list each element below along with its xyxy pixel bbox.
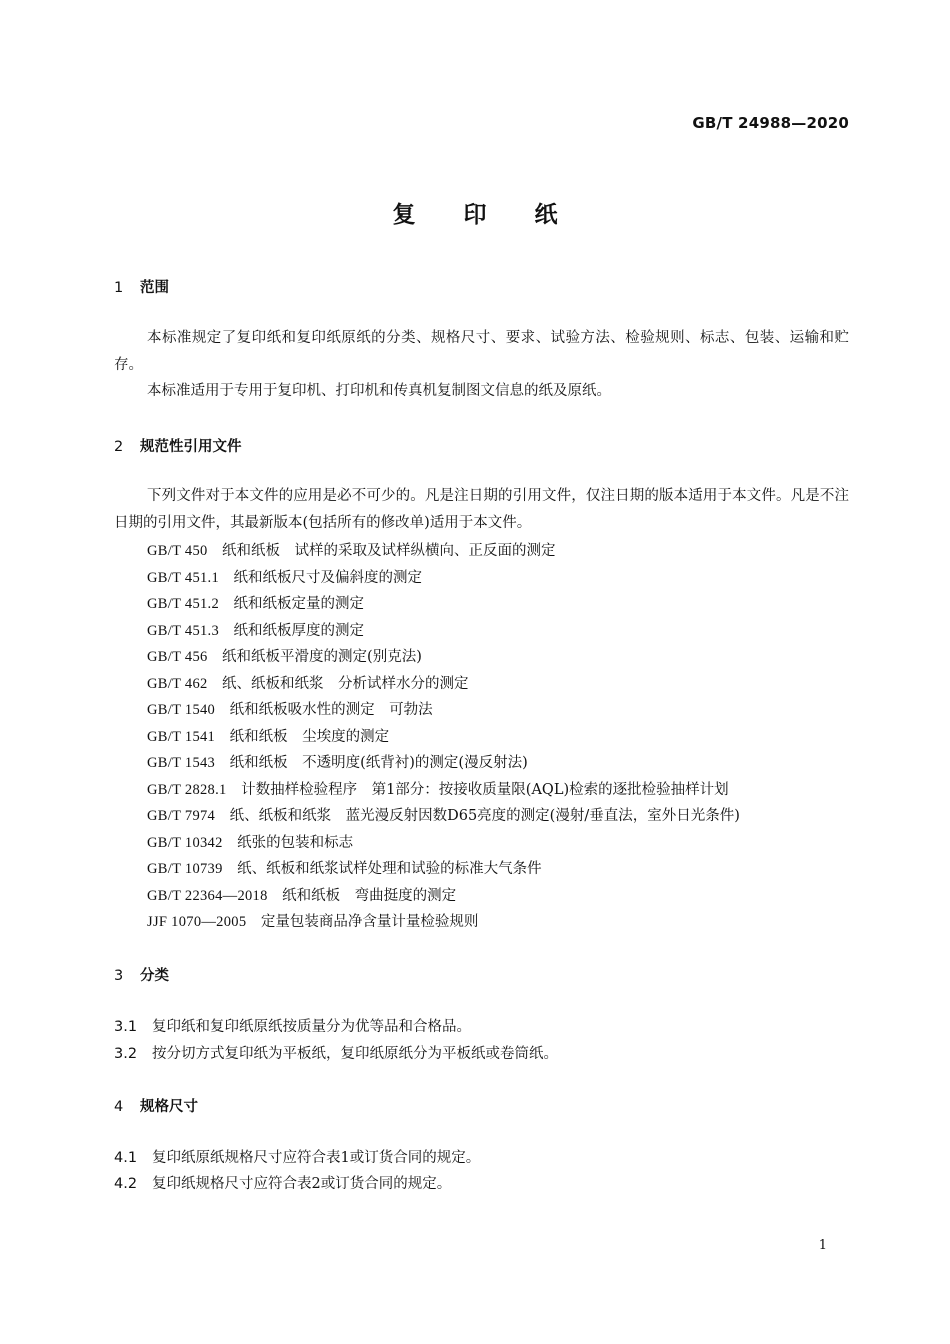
clause-number: 4.2	[114, 1176, 138, 1192]
reference-title: 纸和纸板 不透明度(纸背衬)的测定(漫反射法)	[229, 755, 528, 771]
reference-item	[147, 857, 542, 878]
clause-text: 复印纸和复印纸原纸按质量分为优等品和合格品。	[152, 1019, 471, 1035]
scope-paragraph-2: 本标准适用于专用于复印机、打印机和传真机复制图文信息的纸及原纸。	[147, 383, 611, 399]
reference-item	[147, 725, 389, 746]
reference-item	[147, 592, 364, 613]
clause-text: 复印纸规格尺寸应符合表2或订货合同的规定。	[152, 1176, 452, 1192]
reference-item	[147, 698, 433, 719]
reference-item	[147, 566, 422, 587]
reference-code: GB/T 451.2	[147, 596, 220, 612]
section-number: 1	[114, 280, 124, 296]
reference-item	[147, 884, 456, 905]
section-title: 规范性引用文件	[140, 439, 242, 455]
reference-title: 纸和纸板厚度的测定	[233, 623, 365, 639]
section-heading-dimensions	[114, 1095, 198, 1116]
reference-item	[147, 539, 556, 560]
reference-title: 纸和纸板尺寸及偏斜度的测定	[233, 570, 423, 586]
reference-title: 纸张的包装和标志	[237, 835, 354, 851]
reference-code: GB/T 451.1	[147, 570, 220, 586]
clause-item	[114, 1146, 480, 1167]
reference-code: GB/T 456	[147, 649, 208, 665]
reference-title: 纸和纸板定量的测定	[233, 596, 365, 612]
reference-code: GB/T 1540	[147, 702, 216, 718]
section-title: 范围	[140, 280, 169, 296]
section-number: 2	[114, 439, 124, 455]
reference-item	[147, 910, 478, 931]
reference-item	[147, 672, 469, 693]
reference-title: 纸和纸板平滑度的测定(别克法)	[222, 649, 422, 665]
normative-intro: 下列文件对于本文件的应用是必不可少的。凡是注日期的引用文件，仅注日期的版本适用于本文件。凡是不注日期的引用文件，其最新版本(包括所有的修改单)适用于本文件。	[114, 488, 849, 531]
reference-title: 纸和纸板 试样的采取及试样纵横向、正反面的测定	[222, 543, 556, 559]
clause-number: 3.1	[114, 1019, 138, 1035]
reference-item	[147, 645, 422, 666]
reference-code: GB/T 462	[147, 676, 208, 692]
reference-code: GB/T 7974	[147, 808, 216, 824]
reference-item	[147, 751, 528, 772]
standard-number: GB/T 24988—2020	[692, 114, 849, 132]
clause-number: 3.2	[114, 1046, 138, 1062]
clause-item	[114, 1015, 471, 1036]
clause-number: 4.1	[114, 1150, 138, 1166]
section-heading-scope	[114, 276, 169, 297]
reference-item	[147, 831, 353, 852]
document-title: 复印纸	[392, 202, 606, 228]
reference-item	[147, 804, 740, 825]
section-number: 4	[114, 1099, 124, 1115]
section-title: 分类	[140, 968, 169, 984]
reference-title: 计数抽样检验程序 第1部分：按接收质量限(AQL)检索的逐批检验抽样计划	[241, 782, 729, 798]
reference-code: GB/T 22364—2018	[147, 888, 268, 904]
page-number: 1	[818, 1238, 827, 1253]
reference-code: GB/T 10342	[147, 835, 223, 851]
reference-title: 定量包装商品净含量计量检验规则	[260, 914, 479, 930]
reference-item	[147, 619, 364, 640]
reference-title: 纸和纸板 尘埃度的测定	[229, 729, 390, 745]
clause-text: 按分切方式复印纸为平板纸，复印纸原纸分为平板纸或卷筒纸。	[152, 1046, 558, 1062]
clause-item	[114, 1172, 451, 1193]
section-number: 3	[114, 968, 124, 984]
reference-item	[147, 778, 729, 799]
reference-code: JJF 1070—2005	[147, 914, 247, 930]
section-title: 规格尺寸	[140, 1099, 198, 1115]
reference-title: 纸、纸板和纸浆 蓝光漫反射因数D65亮度的测定(漫射/垂直法，室外日光条件)	[229, 808, 740, 824]
reference-code: GB/T 1541	[147, 729, 216, 745]
section-heading-normative-references	[114, 435, 242, 456]
reference-code: GB/T 450	[147, 543, 208, 559]
reference-code: GB/T 2828.1	[147, 782, 227, 798]
reference-title: 纸、纸板和纸浆 分析试样水分的测定	[222, 676, 469, 692]
reference-code: GB/T 1543	[147, 755, 216, 771]
reference-code: GB/T 451.3	[147, 623, 220, 639]
scope-paragraph-1: 本标准规定了复印纸和复印纸原纸的分类、规格尺寸、要求、试验方法、检验规则、标志、包装、运输和贮存。	[114, 330, 849, 373]
clause-text: 复印纸原纸规格尺寸应符合表1或订货合同的规定。	[152, 1150, 481, 1166]
reference-title: 纸、纸板和纸浆试样处理和试验的标准大气条件	[237, 861, 542, 877]
reference-title: 纸和纸板 弯曲挺度的测定	[282, 888, 457, 904]
clause-item	[114, 1042, 558, 1063]
reference-code: GB/T 10739	[147, 861, 223, 877]
reference-title: 纸和纸板吸水性的测定 可勃法	[229, 702, 433, 718]
section-heading-classification	[114, 964, 169, 985]
